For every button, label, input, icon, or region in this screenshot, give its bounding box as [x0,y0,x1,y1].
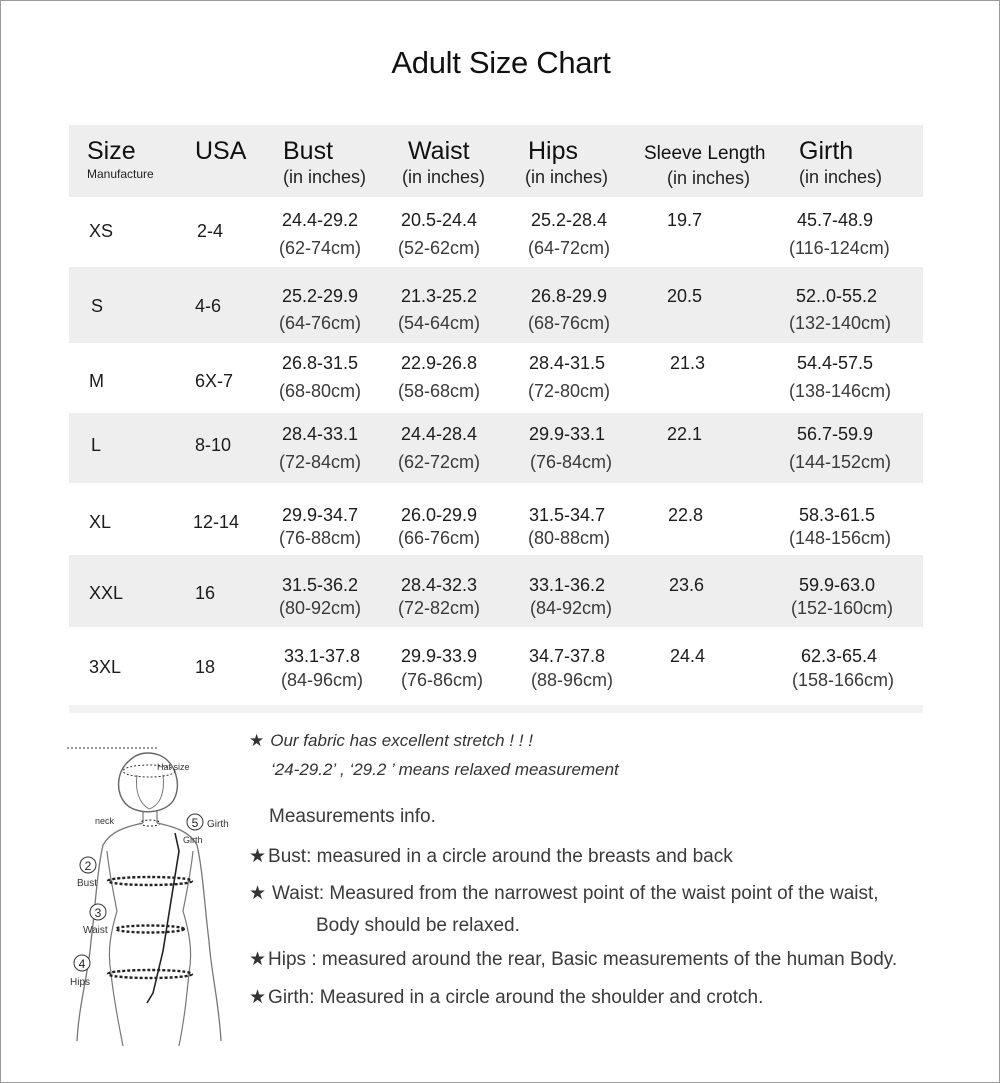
cell-bust [279,646,363,691]
header-hips [525,137,608,188]
cell-girth-cm: (158-166cm) [792,670,895,690]
cell-bust [279,575,361,619]
cell-hips-in: 25.2-28.4 [531,210,608,230]
cell-waist-cm: (76-86cm) [401,670,484,690]
cell-waist [398,286,480,334]
star-icon: ★ [249,949,267,970]
cell-bust [279,210,361,259]
note-hips-text: Hips : measured around the rear, Basic measurements of the human Body. [268,949,898,970]
table-header-row [69,125,923,197]
header-size [87,137,154,181]
cell-waist-cm: (72-82cm) [398,598,481,618]
note-relaxed: ‘24-29.2’ , ‘29.2 ’ means relaxed measurement [271,760,619,779]
header-bust-unit: (in inches) [283,167,367,187]
cell-waist [398,505,480,549]
cell-waist-cm: (54-64cm) [398,313,481,333]
cell-hips [528,210,610,259]
header-bust-label: Bust [283,137,334,165]
header-hips-unit: (in inches) [525,167,609,187]
note-info-heading: Measurements info. [269,806,436,827]
note-bust [249,845,733,868]
cell-sleeve: 23.6 [669,575,705,595]
cell-bust-in: 28.4-33.1 [282,424,359,444]
hat-size-label: Hat size [157,762,190,772]
table-row [69,483,923,555]
cell-size: XS [89,221,114,241]
cell-bust [279,505,361,549]
cell-bust-cm: (84-96cm) [281,670,364,690]
cell-bust-cm: (64-76cm) [279,313,362,333]
cell-bust-in: 29.9-34.7 [282,505,359,525]
table-row [69,343,923,413]
cell-hips-cm: (64-72cm) [528,238,611,258]
header-usa: USA [195,137,247,165]
header-girth [799,137,882,188]
hips-label: Hips [70,977,91,988]
cell-usa: 2-4 [197,221,224,241]
bust-number: 2 [84,859,92,873]
cell-usa: 8-10 [195,435,232,455]
cell-waist-in: 22.9-26.8 [401,353,478,373]
cell-waist-in: 21.3-25.2 [401,286,478,306]
cell-girth-cm: (152-160cm) [791,598,894,618]
cell-waist-cm: (52-62cm) [398,238,481,258]
cell-girth-in: 54.4-57.5 [797,353,874,373]
cell-girth [789,286,891,334]
girth-number: 5 [191,816,199,830]
girth-label-2: Girth [183,835,203,845]
note-stretch [249,731,533,751]
header-bust [283,137,366,188]
cell-waist-in: 24.4-28.4 [401,424,478,444]
girth-label: Girth [207,819,229,830]
cell-sleeve: 19.7 [667,210,703,230]
cell-bust [279,286,361,334]
cell-girth [789,424,891,473]
table-row [69,555,923,627]
cell-girth [789,575,893,619]
cell-hips-in: 33.1-36.2 [529,575,606,595]
cell-hips [528,353,610,402]
cell-girth-cm: (116-124cm) [789,238,890,258]
cell-hips-in: 26.8-29.9 [531,286,608,306]
cell-sleeve: 24.4 [670,646,706,666]
cell-sleeve: 22.8 [668,505,704,525]
cell-hips-cm: (84-92cm) [530,598,613,618]
cell-waist [398,353,480,402]
body-measurement-figure [67,741,237,1051]
cell-sleeve: 21.3 [670,353,706,373]
cell-girth-in: 58.3-61.5 [799,505,876,525]
note-waist-text: Waist: Measured from the narrowest point of the waist point of the waist, [272,883,879,904]
cell-bust-in: 25.2-29.9 [282,286,359,306]
header-sleeve-label: Sleeve Length [644,143,766,164]
cell-girth-in: 52..0-55.2 [796,286,878,306]
cell-size: XXL [89,583,124,603]
cell-girth [789,505,891,549]
cell-hips [528,505,610,549]
note-waist [249,882,879,905]
cell-usa: 4-6 [195,296,222,316]
cell-usa: 16 [195,583,216,603]
table-row [69,627,923,705]
header-girth-label: Girth [799,137,854,165]
note-hips [249,948,897,971]
cell-bust-in: 24.4-29.2 [282,210,359,230]
cell-waist-in: 28.4-32.3 [401,575,478,595]
cell-bust-cm: (72-84cm) [279,452,362,472]
header-waist-label: Waist [408,137,470,165]
cell-hips [528,575,612,619]
cell-waist-cm: (62-72cm) [398,452,481,472]
table-row [69,413,923,483]
header-waist [402,137,485,188]
cell-girth-cm: (144-152cm) [789,452,892,472]
cell-girth [789,210,890,259]
bust-label: Bust [77,878,98,889]
cell-bust-cm: (68-80cm) [279,381,362,401]
table-row [69,267,923,343]
neck-label: neck [95,816,115,826]
note-waist-2: Body should be relaxed. [316,915,520,936]
star-icon: ★ [249,987,267,1008]
star-icon: ★ [249,883,267,904]
cell-waist-in: 26.0-29.9 [401,505,478,525]
cell-waist-cm: (66-76cm) [398,528,481,548]
header-waist-unit: (in inches) [402,167,486,187]
table-row [69,197,923,267]
header-size-sub: Manufacture [87,167,154,181]
cell-girth-in: 59.9-63.0 [799,575,876,595]
waist-number: 3 [94,906,102,920]
header-girth-unit: (in inches) [799,167,883,187]
cell-waist [398,575,480,619]
cell-girth [789,646,894,691]
cell-girth-in: 62.3-65.4 [801,646,878,666]
cell-waist-in: 20.5-24.4 [401,210,478,230]
header-size-label: Size [87,137,136,165]
cell-hips [528,286,610,334]
cell-size: 3XL [89,657,122,677]
cell-bust [279,353,361,402]
cell-waist [398,210,480,259]
cell-waist [398,424,480,473]
cell-bust-cm: (76-88cm) [279,528,362,548]
cell-hips-cm: (76-84cm) [530,452,613,472]
cell-hips [528,646,613,691]
cell-girth-in: 45.7-48.9 [797,210,874,230]
cell-usa: 18 [195,657,216,677]
body-outline-illustration [67,741,237,1051]
cell-size: XL [89,512,112,532]
size-table [69,125,923,713]
hips-number: 4 [78,957,86,971]
cell-waist-cm: (58-68cm) [398,381,481,401]
cell-hips-in: 29.9-33.1 [529,424,606,444]
cell-sleeve: 20.5 [667,286,703,306]
cell-hips-cm: (80-88cm) [528,528,611,548]
note-bust-text: Bust: measured in a circle around the breasts and back [268,846,733,867]
cell-hips [528,424,612,473]
cell-hips-cm: (88-96cm) [531,670,614,690]
star-icon: ★ [249,731,265,750]
cell-bust-cm: (62-74cm) [279,238,362,258]
note-girth [249,986,763,1009]
cell-hips-cm: (68-76cm) [528,313,611,333]
cell-girth-cm: (132-140cm) [789,313,892,333]
header-sleeve [644,143,766,189]
cell-sleeve: 22.1 [667,424,703,444]
header-hips-label: Hips [528,137,579,165]
cell-girth-cm: (138-146cm) [789,381,892,401]
cell-girth-in: 56.7-59.9 [797,424,874,444]
cell-bust-in: 26.8-31.5 [282,353,359,373]
cell-size: L [91,435,102,455]
header-sleeve-unit: (in inches) [667,168,751,188]
cell-waist [398,646,483,691]
cell-hips-cm: (72-80cm) [528,381,611,401]
note-girth-text: Girth: Measured in a circle around the shoulder and crotch. [268,987,764,1008]
cell-bust [279,424,361,473]
cell-bust-in: 31.5-36.2 [282,575,359,595]
cell-waist-in: 29.9-33.9 [401,646,478,666]
cell-girth-cm: (148-156cm) [789,528,892,548]
cell-hips-in: 34.7-37.8 [529,646,606,666]
cell-bust-in: 33.1-37.8 [284,646,361,666]
cell-bust-cm: (80-92cm) [279,598,362,618]
star-icon: ★ [249,846,267,867]
page-title: Adult Size Chart [391,45,611,80]
cell-usa: 12-14 [193,512,240,532]
cell-hips-in: 28.4-31.5 [529,353,606,373]
cell-size: S [91,296,104,316]
cell-girth [789,353,891,402]
cell-usa: 6X-7 [195,371,234,391]
cell-hips-in: 31.5-34.7 [529,505,606,525]
note-stretch-text: Our fabric has excellent stretch ! ! ! [270,731,533,750]
cell-size: M [89,371,104,391]
waist-label: Waist [83,925,108,936]
